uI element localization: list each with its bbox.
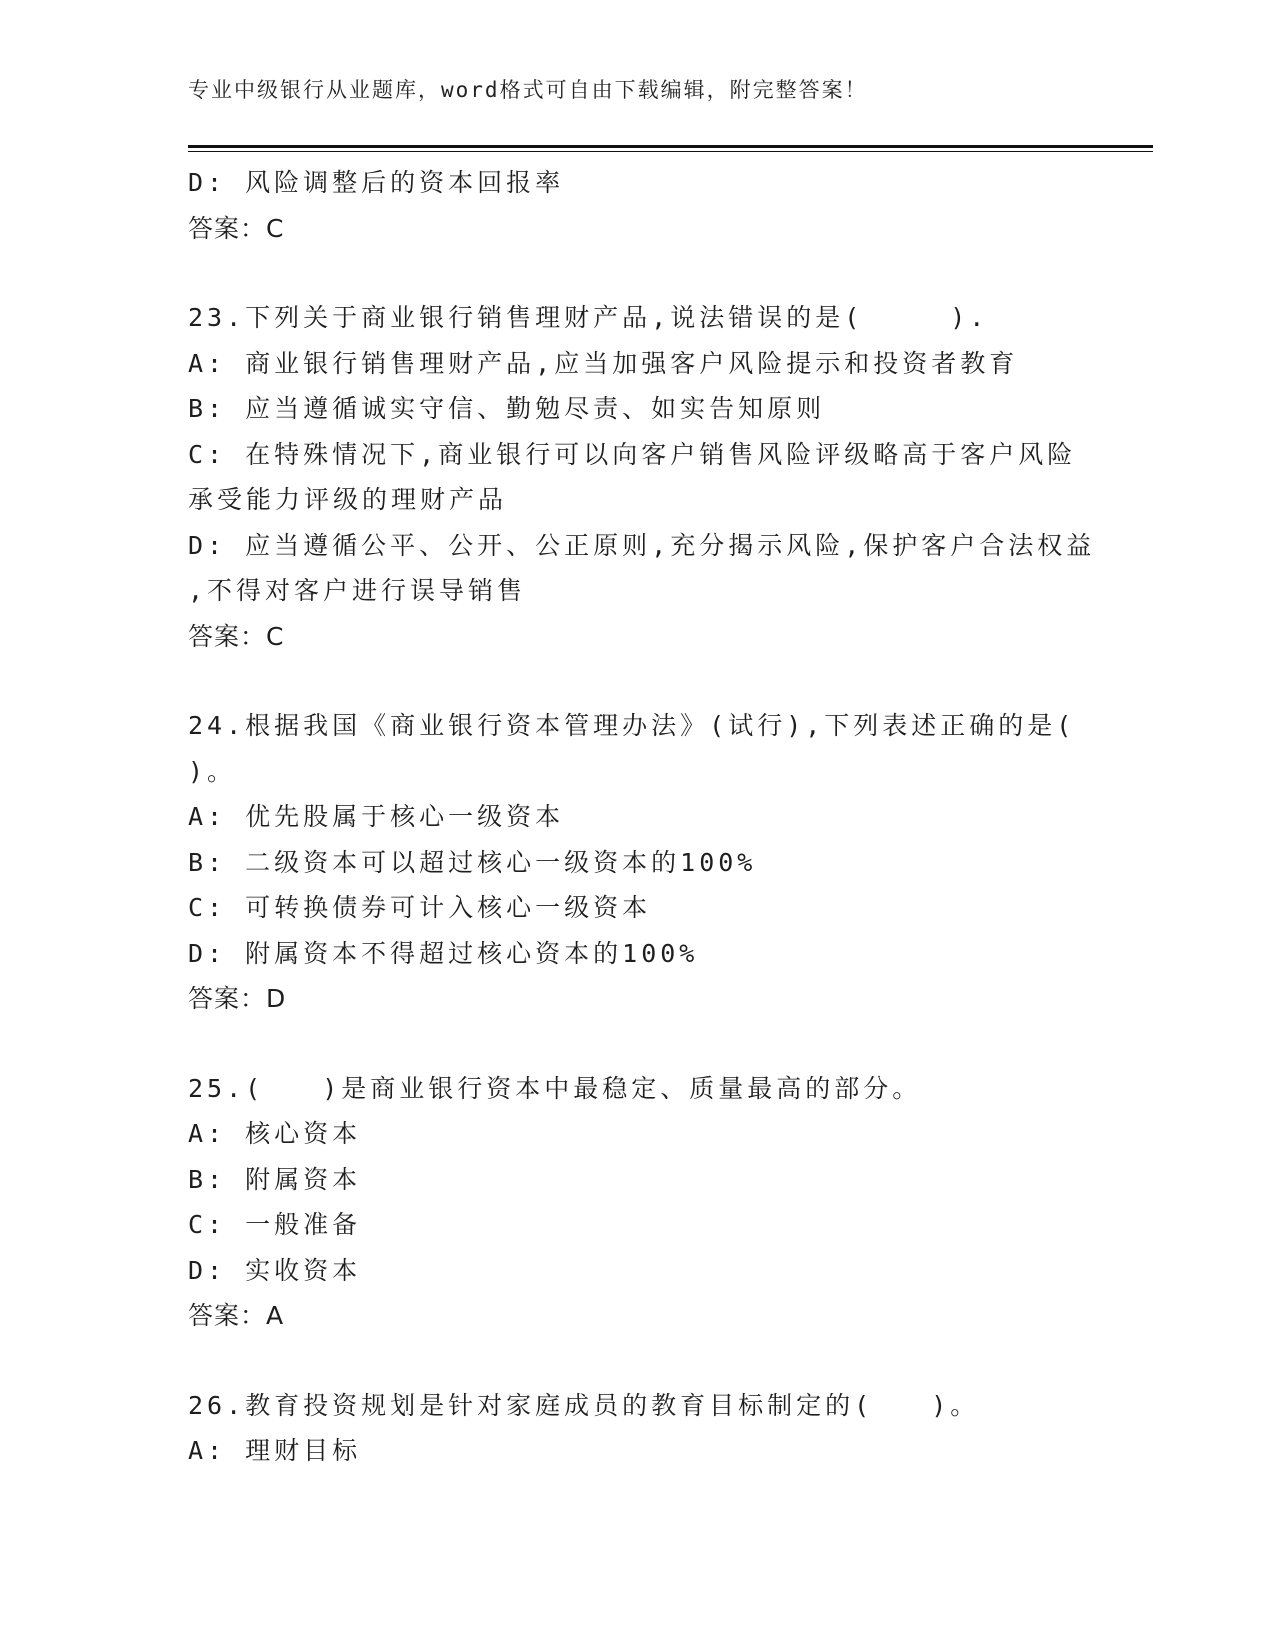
- question-block: [188, 1383, 1088, 1474]
- block-spacer: [188, 251, 1088, 295]
- question-line: A: 理财目标: [188, 1436, 362, 1465]
- question-line: 23.下列关于商业银行销售理财产品,说法错误的是( ).: [188, 303, 989, 332]
- question-line: D: 实收资本: [188, 1255, 362, 1285]
- question-line: 26.教育投资规划是针对家庭成员的教育目标制定的( )。: [188, 1390, 980, 1420]
- answer-line: 答案：D: [188, 984, 287, 1013]
- question-block: [188, 160, 1088, 251]
- question-line: ,不得对客户进行误导销售: [188, 576, 527, 605]
- question-line: C: 一般准备: [188, 1210, 362, 1239]
- question-line: A: 优先股属于核心一级资本: [188, 802, 565, 831]
- header-divider-thin: [188, 151, 1153, 152]
- question-line: D: 附属资本不得超过核心资本的100%: [188, 938, 699, 968]
- answer-line: 答案：C: [188, 213, 285, 243]
- block-spacer: [188, 1022, 1088, 1066]
- answer-line: 答案：C: [188, 621, 285, 651]
- question-line: 24.根据我国《商业银行资本管理办法》(试行),下列表述正确的是(: [188, 711, 1076, 740]
- question-block: [188, 703, 1088, 1022]
- block-spacer: [188, 659, 1088, 703]
- block-spacer: [188, 1339, 1088, 1383]
- question-line: D: 应当遵循公平、公开、公正原则,充分揭示风险,保护客户合法权益: [188, 530, 1096, 560]
- question-line: D: 风险调整后的资本回报率: [188, 168, 565, 197]
- question-line: C: 在特殊情况下,商业银行可以向客户销售风险评级略高于客户风险: [188, 439, 1077, 469]
- page-header: 专业中级银行从业题库，word格式可自由下载编辑，附完整答案！: [188, 78, 868, 102]
- header-divider-thick: [188, 145, 1153, 148]
- question-content: [188, 160, 1096, 1474]
- question-line: B: 应当遵循诚实守信、勤勉尽责、如实告知原则: [188, 394, 826, 423]
- answer-line: 答案：A: [188, 1301, 285, 1330]
- question-line: )。: [188, 756, 237, 786]
- question-line: 承受能力评级的理财产品: [188, 485, 508, 514]
- question-line: B: 附属资本: [188, 1164, 362, 1194]
- question-line: C: 可转换债券可计入核心一级资本: [188, 893, 652, 922]
- question-line: 25.( )是商业银行资本中最稳定、质量最高的部分。: [188, 1073, 922, 1103]
- question-block: [188, 295, 1096, 659]
- question-block: [188, 1066, 1088, 1339]
- question-line: A: 核心资本: [188, 1119, 362, 1148]
- question-line: B: 二级资本可以超过核心一级资本的100%: [188, 847, 757, 877]
- question-line: A: 商业银行销售理财产品,应当加强客户风险提示和投资者教育: [188, 348, 1019, 378]
